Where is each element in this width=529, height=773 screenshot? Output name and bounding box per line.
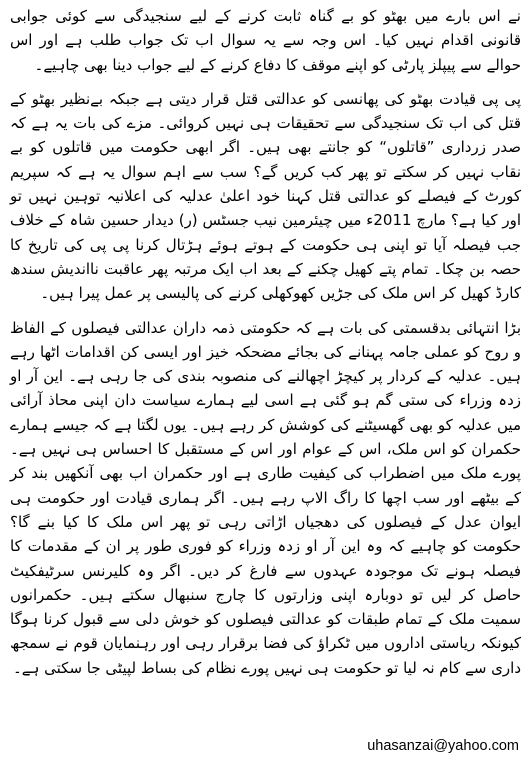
paragraph: بڑا انتہائی بدقسمتی کی بات ہے کہ حکومتی ذمہ داران عدالتی فیصلوں کے الفاظ و روح کو عملی جامہ پہنانے کی بجائے مضحکہ خیز اور ایسی کن اقدامات اٹھا رہے ہیں۔ عدلیہ کے کردار پر کیچڑ اچھالنے کی منصوبہ بندی کی جا رہی ہے۔ این آر او زدہ وزراء کی ستی گم ہو گئی ہے اسی لیے ہمارے سیاست دان اپنی محاذ آرائی میں عدلیہ کو بھی گھسیٹنے کی کوشش کر رہے ہیں۔ یوں لگتا ہے کہ جیسے ہمارے حکمران کو اس ملک، اس کے عوام اور اس کے مستقبل کا احساس ہی نہیں ہے۔ پورے ملک میں اضطراب کی کیفیت طاری ہے اور حکمران اب بھی آنکھیں بند کر کے بیٹھے اور سب اچھا کا راگ الاپ رہے ہیں۔ اگر ہماری قیادت اور حکومت ہی ایوان عدل کے فیصلوں کی دھجیاں اڑاتی رہی تو پھر اس ملک کا کیا بنے گا؟ حکومت کو چاہیے کہ وہ این آر او زدہ وزراء کو فوری طور پر ان کے مقدمات کا فیصلہ ہونے تک موجودہ عہدوں سے فارغ کر دیں۔ اگر وہ کلیرنس سرٹیفکیٹ حاصل کر لیں تو دوبارہ اپنی وزارتوں کا چارج سنبھال سکتے ہیں۔ حکمرانوں سمیت ملک کے تمام طبقات کو عدالتی فیصلوں کو خوش دلی سے قبول کرنا ہوگا کیونکہ ریاستی اداروں میں ٹکراؤ کی فضا برقرار رہی اور رہنمایان قوم نے سمجھ داری سے کام نہ لیا تو حکومت ہی نہیں پورے نظام کی بساط لپیٹی جا سکتی ہے۔: [10, 318, 521, 677]
paragraph: نے اس بارے میں بھٹو کو بے گناہ ثابت کرنے کے لیے سنجیدگی سے کوئی جوابی قانونی اقدام نہیں کیا۔ اس وجہ سے یہ سوال اب تک جواب طلب ہے اور اس حوالے سے پیپلز پارٹی کو اپنے موقف کا دفاع کرنے کے لیے جواب دینا بھی چاہیے۔: [10, 7, 521, 74]
article-body: [10, 4, 521, 680]
author-email: uhasanzai@yahoo.com: [367, 738, 519, 754]
paragraph: پی پی قیادت بھٹو کی پھانسی کو عدالتی قتل قرار دیتی ہے جبکہ بےنظیر بھٹو کے قتل کی اب تک سنجیدگی سے تحقیقات ہی نہیں کروائی۔ مزے کی بات یہ ہے کہ صدر زرداری ”قاتلوں“ کو جانتے بھی ہیں۔ اگر ابھی حکومت میں قاتلوں کو بے نقاب نہیں کر سکتے تو پھر کب کریں گے؟ سب سے اہم سوال یہ ہے کہ سپریم کورٹ کے فیصلے کو عدالتی قتل کہنا خود اعلیٰ عدلیہ کی اعلانیہ توہین نہیں تو اور کیا ہے؟ مارچ 2011ء میں چیئرمین نیب جسٹس (ر) دیدار حسین شاہ کے خلاف جب فیصلہ آیا تو اپنی ہی حکومت کے ہوتے ہوئے ہڑتال کرنا پی پی کی تاریخ کا حصہ بن چکا۔ تمام پتے کھیل چکنے کے بعد اب ایک مرتبہ پھر عاقبت نااندیش سندھ کارڈ کھیل کر اس ملک کی جڑیں کھوکھلی کرنے کی پالیسی پر عمل پیرا ہیں۔: [10, 89, 521, 303]
